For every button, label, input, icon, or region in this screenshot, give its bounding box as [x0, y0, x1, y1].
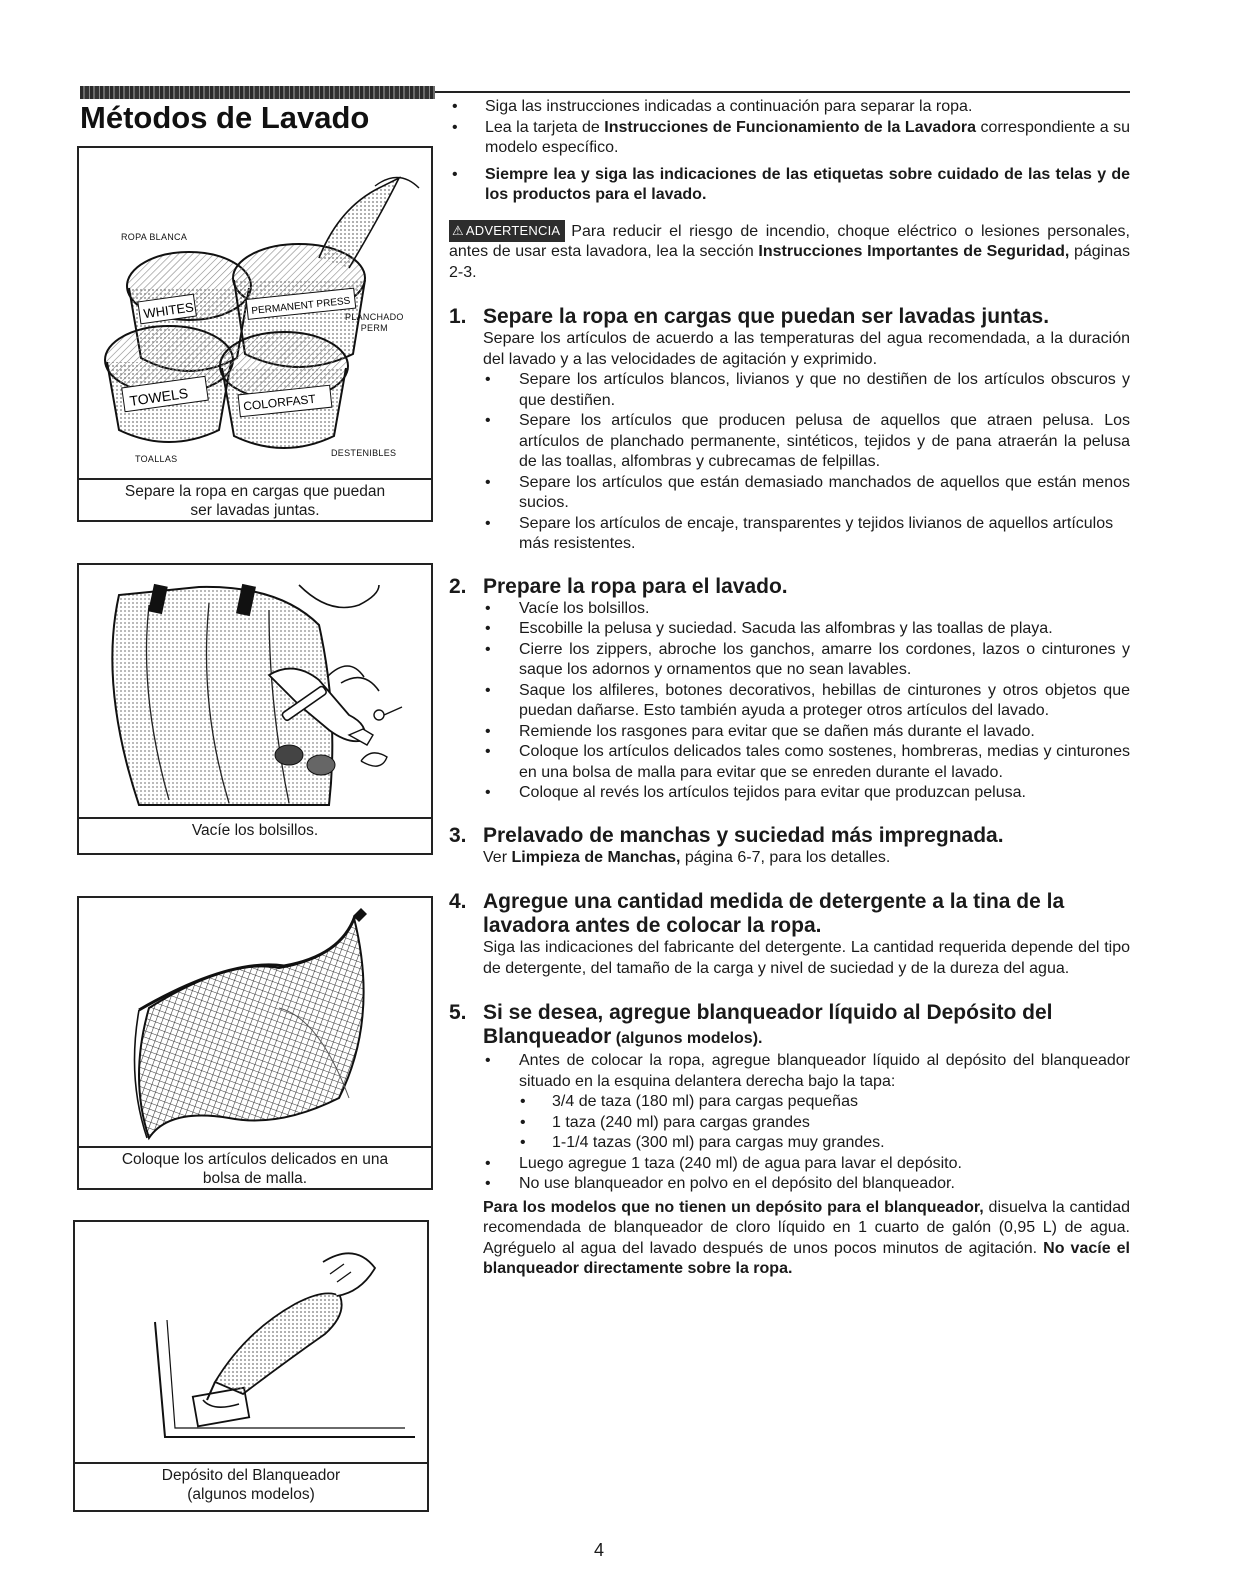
- step-bullet: • Saque los alfileres, botones decorativos, hebillas de cinturones y otros objetos que puedan dañarse. Esto también ayuda a proteger otros artículos del lavado.: [449, 681, 1130, 722]
- figure-caption-mesh-bag: Coloque los artículos delicados en una bolsa de malla.: [79, 1146, 431, 1191]
- step-heading: 1. Separe la ropa en cargas que puedan ser lavadas juntas.: [449, 305, 1050, 328]
- step-bullet: • Vacíe los bolsillos.: [449, 599, 1130, 620]
- step-5: [449, 1001, 1130, 1280]
- intro-bullet: • Lea la tarjeta de Instrucciones de Funcionamiento de la Lavadora correspondiente a su modelo específico.: [449, 118, 1130, 159]
- warning-paragraph: ⚠ ADVERTENCIA Para reducir el riesgo de incendio, choque eléctrico o lesiones personales, antes de usar esta lavadora, lea la sección Instrucciones Importantes de Seguridad, páginas 2-3.: [449, 220, 1130, 284]
- page-number: 4: [594, 1540, 605, 1560]
- label-destenibles: DESTENIBLES: [331, 448, 397, 458]
- figure-caption-empty-pockets: Vacíe los bolsillos.: [79, 817, 431, 843]
- pocket-illustration: [79, 565, 431, 817]
- basket-colorfast: [220, 332, 348, 448]
- step-sub-bullet: • 3/4 de taza (180 ml) para cargas pequeñas: [449, 1092, 1130, 1113]
- step-body: Siga las indicaciones del fabricante del detergente. La cantidad requerida depende del tipo de detergente, del tamaño de la carga y nivel de suciedad y de la dureza del agua.: [483, 939, 1130, 977]
- step-closing: Para los modelos que no tienen un depósito para el blanqueador, disuelva la cantidad recomendada de blanqueador de cloro líquido en 1 cuarto de galón (0,95 L) de agua. Agréguelo al agua del lavado después de unos pocos minutos de agitación. No vacíe el blanqueador directamente sobre la ropa.: [483, 1198, 1131, 1277]
- step-body: Separe los artículos de acuerdo a las temperaturas del agua recomendada, a la duración del lavado y a las velocidades de agitación y exprimido.: [483, 330, 1130, 368]
- step-heading: 2. Prepare la ropa para el lavado.: [449, 574, 788, 598]
- step-bullet: • Coloque al revés los artículos tejidos para evitar que produzcan pelusa.: [449, 783, 1130, 804]
- mesh-bag-illustration: [79, 898, 431, 1146]
- step-bullet: • Antes de colocar la ropa, agregue blanqueador líquido al depósito del blanqueador situado en la esquina delantera derecha bajo la tapa:: [449, 1051, 1130, 1092]
- step-bullet: • No use blanqueador en polvo en el depósito del blanqueador.: [449, 1174, 1130, 1195]
- step-bullet: • Separe los artículos de encaje, transparentes y tejidos livianos de aquellos artículos más resistentes.: [449, 514, 1130, 555]
- step-heading: 4. Agregue una cantidad medida de detergente a la tina de la lavadora antes de colocar la ropa.: [449, 890, 1065, 937]
- label-planchado-perm: PLANCHADO PERM: [345, 312, 404, 333]
- figure-mesh-bag: [77, 896, 433, 1190]
- label-toallas: TOALLAS: [135, 454, 178, 464]
- step-3: [449, 824, 1130, 869]
- step-bullet: • Luego agregue 1 taza (240 ml) de agua para lavar el depósito.: [449, 1154, 1130, 1175]
- step-1: [449, 305, 1130, 555]
- basket-word-whites: WHITES: [142, 299, 195, 322]
- step-bullet: • Remiende los rasgones para evitar que se dañen más durante el lavado.: [449, 722, 1130, 743]
- step-bullet: • Escobille la pelusa y suciedad. Sacuda las alfombras y las toallas de playa.: [449, 619, 1130, 640]
- header-rule: [435, 91, 1130, 93]
- step-bullet: • Separe los artículos blancos, livianos y que no destiñen de los artículos obscuros y que destiñen.: [449, 370, 1130, 411]
- instructions-column: [449, 97, 1130, 1280]
- step-heading: 5. Si se desea, agregue blanqueador líquido al Depósito del Blanqueador (algunos modelos).: [449, 1001, 1053, 1048]
- step-sub-bullet: • 1-1/4 tazas (300 ml) para cargas muy grandes.: [449, 1133, 1130, 1154]
- step-body: Ver Limpieza de Manchas, página 6-7, para los detalles.: [483, 848, 891, 866]
- figure-sort-loads: [77, 146, 433, 522]
- figure-caption-bleach-dispenser: Depósito del Blanqueador (algunos modelos): [75, 1462, 427, 1507]
- basket-word-permanent-press: PERMANENT PRESS: [250, 295, 351, 317]
- intro-bullet: • Siga las instrucciones indicadas a continuación para separar la ropa.: [449, 97, 1130, 118]
- step-bullet: • Separe los artículos que están demasiado manchados de aquellos que están menos sucios.: [449, 473, 1130, 514]
- step-bullet: • Cierre los zippers, abroche los ganchos, amarre los cordones, lazos o cinturones y saque los adornos y ornamentos que no sean lavables.: [449, 640, 1130, 681]
- step-sub-bullet: • 1 taza (240 ml) para cargas grandes: [449, 1113, 1130, 1134]
- label-ropa-blanca: ROPA BLANCA: [121, 232, 188, 242]
- step-bullet: • Separe los artículos que producen pelusa de aquellos que atraen pelusa. Los artículos de planchado permanente, sintéticos, tejidos y de pana atraerán la pelusa de las toallas, alfombras y cubrecamas de felpillas.: [449, 411, 1130, 473]
- warning-badge: ⚠ ADVERTENCIA: [449, 220, 565, 243]
- bleach-dispenser-illustration: [75, 1222, 427, 1462]
- basket-towels: [105, 326, 233, 442]
- figure-caption-sort-loads: Separe la ropa en cargas que puedan ser lavadas juntas.: [79, 478, 431, 523]
- figure-bleach-dispenser: [73, 1220, 429, 1512]
- header-rule-pattern: [80, 86, 435, 99]
- page-title: Métodos de Lavado: [80, 100, 370, 135]
- intro-bullet: • Siempre lea y siga las indicaciones de las etiquetas sobre cuidado de las telas y de los productos para el lavado.: [449, 165, 1130, 206]
- step-4: [449, 890, 1130, 979]
- figure-empty-pockets: [77, 563, 433, 855]
- step-2: [449, 575, 1130, 804]
- basket-word-colorfast: COLORFAST: [242, 391, 317, 414]
- step-heading: 3. Prelavado de manchas y suciedad más impregnada.: [449, 823, 1004, 847]
- step-bullet: • Coloque los artículos delicados tales como sostenes, hombreras, medias y cinturones en una bolsa de malla para evitar que se enreden durante el lavado.: [449, 742, 1130, 783]
- warning-triangle-icon: ⚠: [452, 222, 464, 238]
- basket-word-towels: TOWELS: [128, 384, 190, 409]
